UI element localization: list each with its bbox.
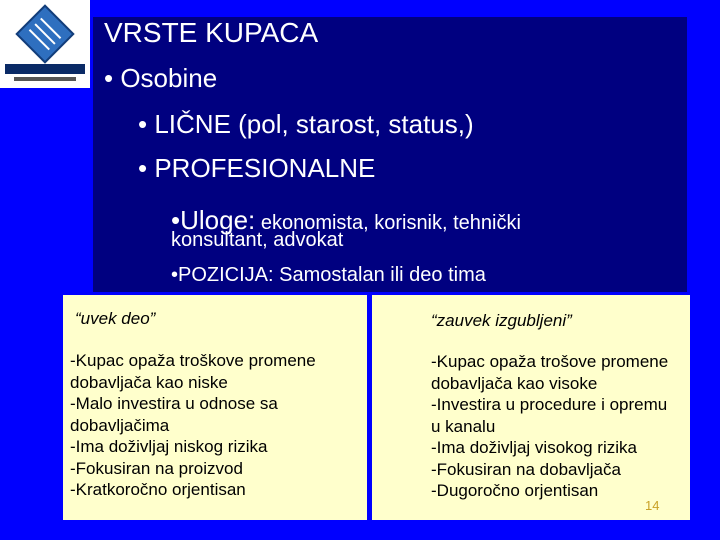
card-list (431, 351, 668, 502)
list-item: -Ima doživljaj visokog rizika (431, 438, 637, 457)
list-item: -Malo investira u odnose sa (70, 394, 278, 413)
faculty-logo (0, 0, 90, 88)
slide-title-panel (93, 17, 687, 292)
uloge-rest: ekonomista, korisnik, tehnički (255, 212, 521, 234)
page-number: 14 (645, 498, 660, 513)
list-item: dobavljača kao niske (70, 372, 228, 392)
card-zauvek-izgubljeni (372, 295, 690, 520)
card-uvek-deo (63, 295, 367, 520)
list-item: -Ima doživljaj niskog rizika (70, 437, 268, 456)
card-list (70, 350, 316, 501)
bullet-profesionalne: • PROFESIONALNE (138, 153, 376, 183)
uloge-continuation: konsultant, advokat (171, 229, 344, 251)
bullet-licne: • LIČNE (pol, starost, status,) (138, 109, 474, 139)
bullet-pozicija: •POZICIJA: Samostalan ili deo tima (171, 264, 486, 286)
card-heading: “uvek deo” (75, 309, 156, 328)
list-item: -Kupac opaža troškove promene (70, 351, 316, 370)
list-item: -Dugoročno orjentisan (431, 481, 599, 500)
list-item: dobavljačima (70, 415, 170, 435)
list-item: u kanalu (431, 416, 496, 436)
list-item: -Fokusiran na dobavljača (431, 459, 621, 479)
uloge-lead: •Uloge: (171, 205, 256, 235)
faculty-logo-icon (0, 0, 90, 88)
card-heading: “zauvek izgubljeni” (431, 311, 572, 330)
list-item: dobavljača kao visoke (431, 373, 598, 393)
slide-title: VRSTE KUPACA (104, 17, 319, 48)
list-item: -Kupac opaža trošove promene (431, 352, 669, 371)
list-item: -Kratkoročno orjentisan (70, 480, 246, 499)
list-item: -Investira u procedure i opremu (431, 395, 668, 414)
list-item: -Fokusiran na proizvod (70, 458, 243, 478)
bullet-osobine: • Osobine (104, 63, 218, 93)
